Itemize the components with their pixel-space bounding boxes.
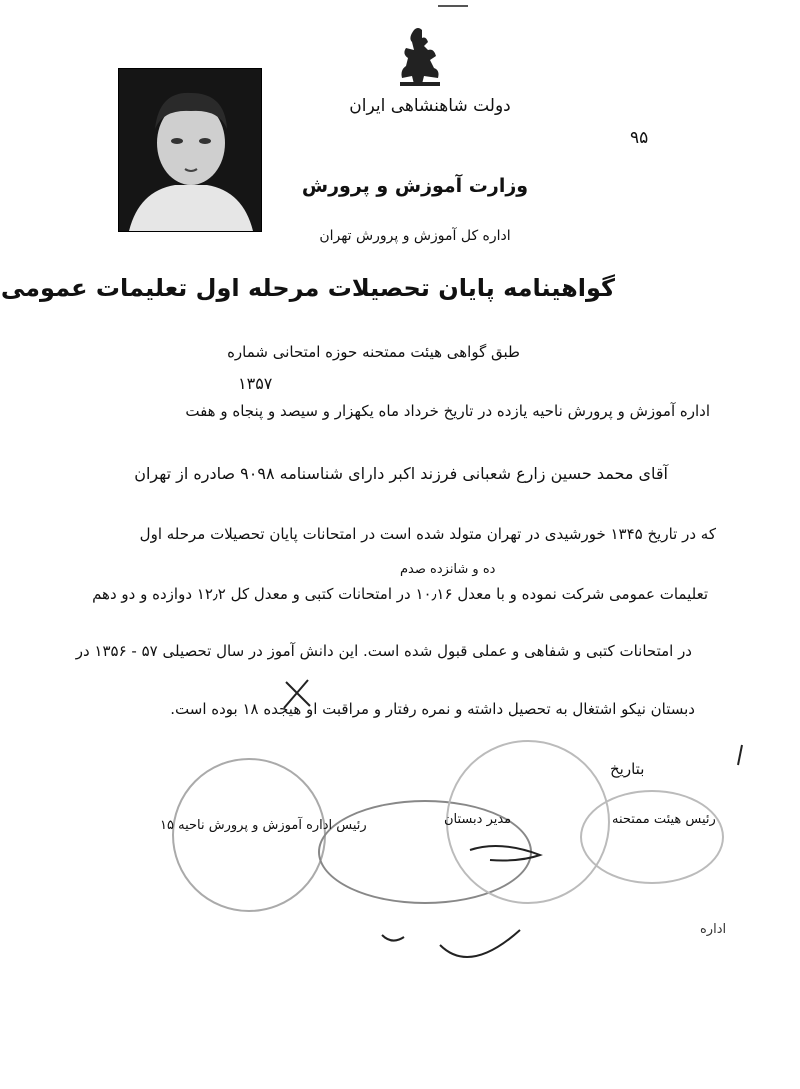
- body-line-5: تعلیمات عمومی شرکت نموده و با معدل ۱۰٫۱۶ در امتحانات کتبی و معدل کل ۱۲٫۲ دوازده و دو دهم: [92, 585, 708, 603]
- certificate-title: گواهینامه پایان تحصیلات مرحله اول تعلیمات عمومی: [0, 274, 615, 302]
- grade-in-words: ده و شانزده صدم: [400, 562, 496, 577]
- body-line-3: آقای محمد حسین زارع شعبانی فرزند اکبر دارای شناسنامه ۹۰۹۸ صادره از تهران: [134, 464, 668, 483]
- document-number: ۹۵: [630, 128, 649, 148]
- bottom-note: اداره: [700, 922, 727, 937]
- body-line-7: دبستان نیکو اشتغال به تحصیل داشته و نمره رفتار و مراقبت او هیجده ۱۸ بوده است.: [170, 700, 695, 718]
- directorate-header: اداره کل آموزش و پرورش تهران: [319, 228, 511, 244]
- body-line-4: که در تاریخ ۱۳۴۵ خورشیدی در تهران متولد شده است در امتحانات پایان تحصیلات مرحله اول: [139, 525, 716, 543]
- ministry-header: وزارت آموزش و پرورش: [301, 175, 529, 197]
- date-label: بتاریخ: [610, 760, 645, 778]
- school-principal-signature: مدیر دبستان: [444, 812, 512, 827]
- body-line-6: در امتحانات کتبی و شفاهی و عملی قبول شده است. این دانش آموز در سال تحصیلی ۵۷ - ۱۳۵۶ در: [75, 642, 692, 660]
- committee-chair-signature: رئیس هیئت ممتحنه: [612, 812, 716, 827]
- exam-year: ۱۳۵۷: [238, 374, 273, 393]
- body-line-1: طبق گواهی هیئت ممتحنه حوزه امتحانی شماره: [227, 343, 520, 361]
- directorate-head-signature: رئیس اداره آموزش و پرورش ناحیه ۱۵: [160, 818, 367, 833]
- body-line-2: اداره آموزش و پرورش ناحیه یازده در تاریخ خرداد ماه یکهزار و سیصد و پنجاه و هفت: [185, 402, 710, 420]
- government-header: دولت شاهنشاهی ایران: [349, 96, 511, 116]
